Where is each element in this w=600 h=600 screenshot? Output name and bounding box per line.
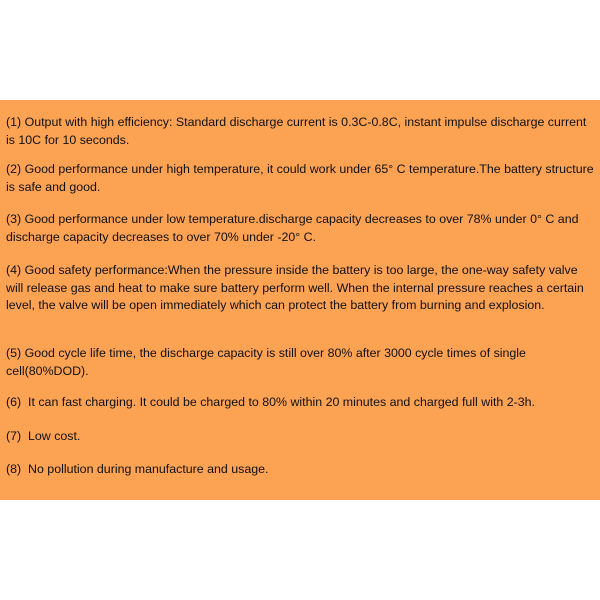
feature-item-1: (1) Output with high efficiency: Standard discharge current is 0.3C-0.8C, instant impulse discharge current is 10C for 10 seconds. (6, 115, 590, 147)
feature-item-6: (6) It can fast charging. It could be charged to 80% within 20 minutes and charged full with 2-3h. (6, 395, 535, 409)
feature-item-4: (4) Good safety performance:When the pressure inside the battery is too large, the one-way safety valve will release gas and heat to make sure battery perform well. When the internal pressure reaches a certain level, the valve will be open immediately which can protect the battery from burning and explosion. (6, 263, 588, 312)
feature-item-7: (7) Low cost. (6, 429, 81, 443)
feature-item-3: (3) Good performance under low temperature.discharge capacity decreases to over 78% under 0° C and discharge capacity decreases to over 70% under -20° C. (6, 212, 582, 244)
features-panel (0, 100, 600, 500)
feature-item-2: (2) Good performance under high temperature, it could work under 65° C temperature.The battery structure is safe and good. (6, 162, 598, 194)
feature-item-5: (5) Good cycle life time, the discharge capacity is still over 80% after 3000 cycle times of single cell(80%DOD). (6, 346, 530, 378)
feature-item-8: (8) No pollution during manufacture and usage. (6, 462, 269, 476)
